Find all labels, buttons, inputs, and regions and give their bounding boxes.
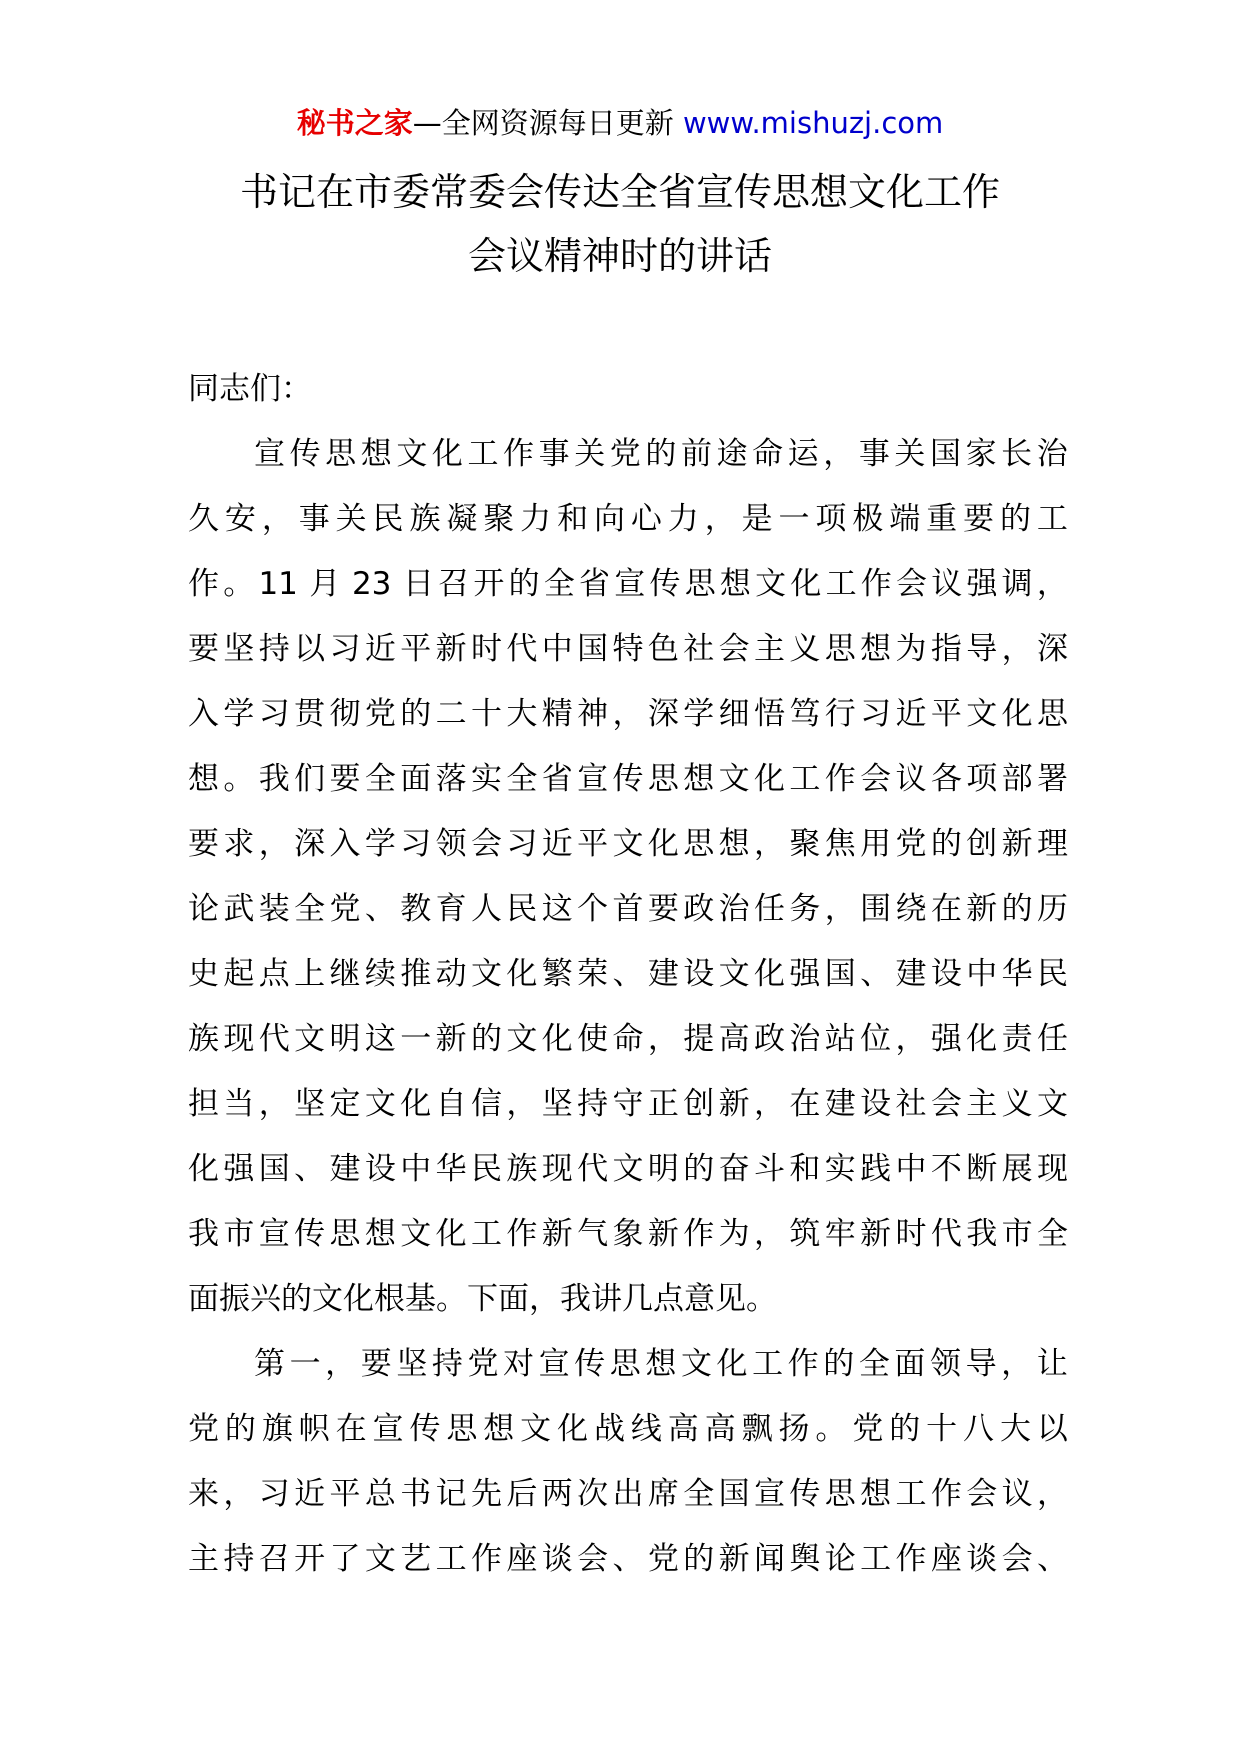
body-line: 久 安 ， 事 关 民 族 凝 聚 力 和 向 心 力 ， 是 一 项 极 端 重 要 的 工: [188, 501, 1068, 537]
document-body: [188, 357, 1068, 1592]
body-line: 第 一 ， 要 坚 持 党 对 宣 传 思 想 文 化 工 作 的 全 面 领 导 ， 让: [254, 1346, 1068, 1382]
title-line-2: 会议精神时的讲话: [467, 234, 772, 278]
body-line: 作 。 11 月 23 日 召 开 的 全 省 宣 传 思 想 文 化 工 作 会 议 强 调 ，: [188, 566, 1068, 602]
site-url-link[interactable]: www.mishuzj.com: [682, 106, 944, 140]
body-line: 担 当 ， 坚 定 文 化 自 信 ， 坚 持 守 正 创 新 ， 在 建 设 社 会 主 义 文: [188, 1086, 1068, 1122]
body-line: 我 市 宣 传 思 想 文 化 工 作 新 气 象 新 作 为 ， 筑 牢 新 时 代 我 市 全: [188, 1216, 1068, 1252]
site-tagline: —全网资源每日更新: [412, 106, 674, 140]
body-line: 想 。 我 们 要 全 面 落 实 全 省 宣 传 思 想 文 化 工 作 会 议 各 项 部 署: [188, 761, 1068, 797]
site-brand: 秘书之家: [296, 106, 413, 140]
body-line: 来 ， 习 近 平 总 书 记 先 后 两 次 出 席 全 国 宣 传 思 想 工 作 会 议 ，: [188, 1476, 1068, 1512]
body-line: 宣 传 思 想 文 化 工 作 事 关 党 的 前 途 命 运 ， 事 关 国 家 长 治: [254, 436, 1068, 472]
body-line: 党 的 旗 帜 在 宣 传 思 想 文 化 战 线 高 高 飘 扬 。 党 的 十 八 大 以: [188, 1411, 1068, 1447]
body-line: 族 现 代 文 明 这 一 新 的 文 化 使 命 ， 提 高 政 治 站 位 ， 强 化 责 任: [188, 1021, 1068, 1057]
site-header: [0, 101, 1240, 145]
body-line: 主 持 召 开 了 文 艺 工 作 座 谈 会 、 党 的 新 闻 舆 论 工 作 座 谈 会 、: [188, 1541, 1068, 1577]
document-title: [0, 160, 1240, 288]
body-line: 化 强 国 、 建 设 中 华 民 族 现 代 文 明 的 奋 斗 和 实 践 中 不 断 展 现: [188, 1151, 1068, 1187]
body-line: 要 求 ， 深 入 学 习 领 会 习 近 平 文 化 思 想 ， 聚 焦 用 党 的 创 新 理: [188, 826, 1068, 862]
body-line: 论 武 装 全 党 、 教 育 人 民 这 个 首 要 政 治 任 务 ， 围 绕 在 新 的 历: [188, 891, 1068, 927]
body-line: 面振兴的文化根基。下面，我讲几点意见。: [188, 1281, 777, 1317]
salutation: 同志们：: [188, 371, 312, 407]
body-line: 要 坚 持 以 习 近 平 新 时 代 中 国 特 色 社 会 主 义 思 想 为 指 导 ， 深: [188, 631, 1068, 667]
body-line: 史 起 点 上 继 续 推 动 文 化 繁 荣 、 建 设 文 化 强 国 、 建 设 中 华 民: [188, 956, 1068, 992]
title-line-1: 书记在市委常委会传达全省宣传思想文化工作: [239, 170, 1000, 214]
body-line: 入 学 习 贯 彻 党 的 二 十 大 精 神 ， 深 学 细 悟 笃 行 习 近 平 文 化 思: [188, 696, 1068, 732]
